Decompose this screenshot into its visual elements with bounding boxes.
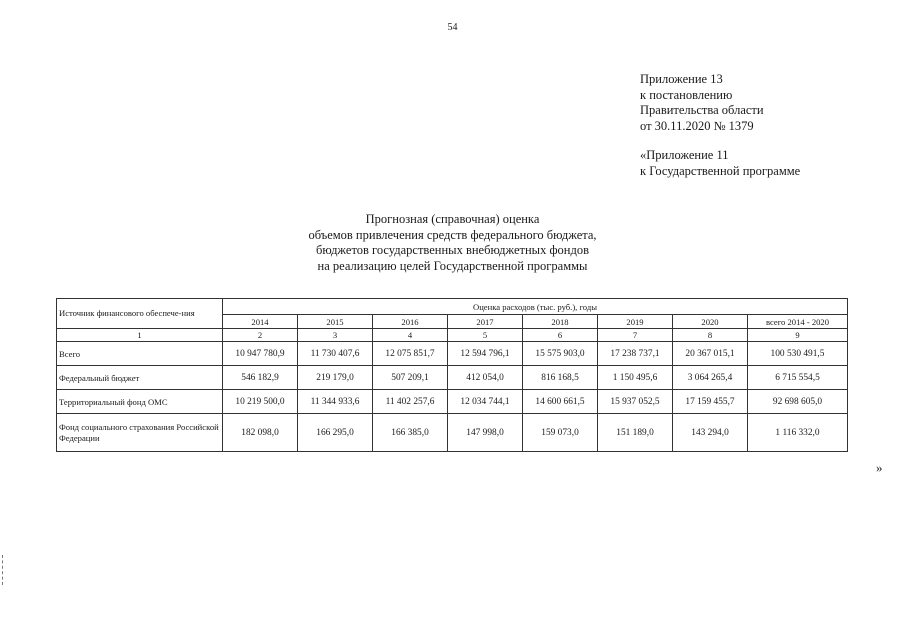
- title-line: бюджетов государственных внебюджетных фондов: [316, 243, 589, 257]
- column-number: 9: [748, 329, 848, 342]
- table-row: [57, 342, 848, 366]
- title-line: Прогнозная (справочная) оценка: [365, 212, 540, 226]
- table-cell: 166 295,0: [298, 414, 373, 452]
- table-cell: 11 344 933,6: [298, 390, 373, 414]
- year-header: 2017: [448, 315, 523, 329]
- appendix-block: [640, 72, 800, 179]
- table-cell: 412 054,0: [448, 366, 523, 390]
- column-number: 7: [598, 329, 673, 342]
- table-cell: 816 168,5: [523, 366, 598, 390]
- title-line: объемов привлечения средств федерального бюджета,: [308, 227, 597, 242]
- table-cell: 1 150 495,6: [598, 366, 673, 390]
- appendix-sub-line: «Приложение 11: [640, 148, 729, 162]
- title-line: на реализацию целей Государственной программы: [317, 258, 588, 273]
- table-row: [57, 390, 848, 414]
- table-cell: 3 064 265,4: [673, 366, 748, 390]
- funding-estimate-table: [56, 298, 848, 452]
- table-cell: 11 730 407,6: [298, 342, 373, 366]
- table-cell: 182 098,0: [223, 414, 298, 452]
- document-title: [0, 212, 905, 274]
- column-number: 5: [448, 329, 523, 342]
- table-cell: 143 294,0: [673, 414, 748, 452]
- closing-quote: »: [876, 460, 883, 475]
- appendix-gap: [640, 134, 800, 148]
- appendix-line: от 30.11.2020 № 1379: [640, 118, 754, 133]
- table-cell: 12 075 851,7: [373, 342, 448, 366]
- column-number: 4: [373, 329, 448, 342]
- row-label: Фонд социального страхования Российской Федерации: [57, 414, 223, 452]
- table-row: [57, 366, 848, 390]
- table-cell: 166 385,0: [373, 414, 448, 452]
- table-cell: 159 073,0: [523, 414, 598, 452]
- year-header: 2019: [598, 315, 673, 329]
- margin-mark: [2, 555, 7, 585]
- row-label: Федеральный бюджет: [57, 366, 223, 390]
- table-header-row: [57, 299, 848, 315]
- table-cell: 17 238 737,1: [598, 342, 673, 366]
- year-header: 2020: [673, 315, 748, 329]
- appendix-line: Правительства области: [640, 103, 764, 117]
- table-cell: 219 179,0: [298, 366, 373, 390]
- appendix-line: Приложение 13: [640, 72, 723, 86]
- table-cell: 507 209,1: [373, 366, 448, 390]
- year-header: 2014: [223, 315, 298, 329]
- table-cell: 92 698 605,0: [748, 390, 848, 414]
- page-number: 54: [447, 22, 458, 33]
- table-cell: 12 594 796,1: [448, 342, 523, 366]
- source-header: Источник финансового обеспече-ния: [57, 299, 223, 329]
- column-number: 6: [523, 329, 598, 342]
- row-label: Территориальный фонд ОМС: [57, 390, 223, 414]
- year-header: 2016: [373, 315, 448, 329]
- column-number: 1: [57, 329, 223, 342]
- expense-group-header: Оценка расходов (тыс. руб.), годы: [223, 299, 848, 315]
- column-number: 3: [298, 329, 373, 342]
- table-row: [57, 414, 848, 452]
- total-header: всего 2014 - 2020: [748, 315, 848, 329]
- year-header: 2018: [523, 315, 598, 329]
- table-cell: 6 715 554,5: [748, 366, 848, 390]
- table-cell: 15 575 903,0: [523, 342, 598, 366]
- table-cell: 14 600 661,5: [523, 390, 598, 414]
- table-cell: 11 402 257,6: [373, 390, 448, 414]
- row-label: Всего: [57, 342, 223, 366]
- table-cell: 15 937 052,5: [598, 390, 673, 414]
- table-cell: 151 189,0: [598, 414, 673, 452]
- table-cell: 12 034 744,1: [448, 390, 523, 414]
- table-cell: 147 998,0: [448, 414, 523, 452]
- table-cell: 100 530 491,5: [748, 342, 848, 366]
- table-cell: 17 159 455,7: [673, 390, 748, 414]
- column-number: 8: [673, 329, 748, 342]
- column-number-row: [57, 329, 848, 342]
- appendix-sub-line: к Государственной программе: [640, 163, 801, 178]
- table-cell: 1 116 332,0: [748, 414, 848, 452]
- table-cell: 546 182,9: [223, 366, 298, 390]
- appendix-line: к постановлению: [640, 87, 733, 102]
- table-cell: 10 947 780,9: [223, 342, 298, 366]
- table-cell: 20 367 015,1: [673, 342, 748, 366]
- column-number: 2: [223, 329, 298, 342]
- table-cell: 10 219 500,0: [223, 390, 298, 414]
- year-header: 2015: [298, 315, 373, 329]
